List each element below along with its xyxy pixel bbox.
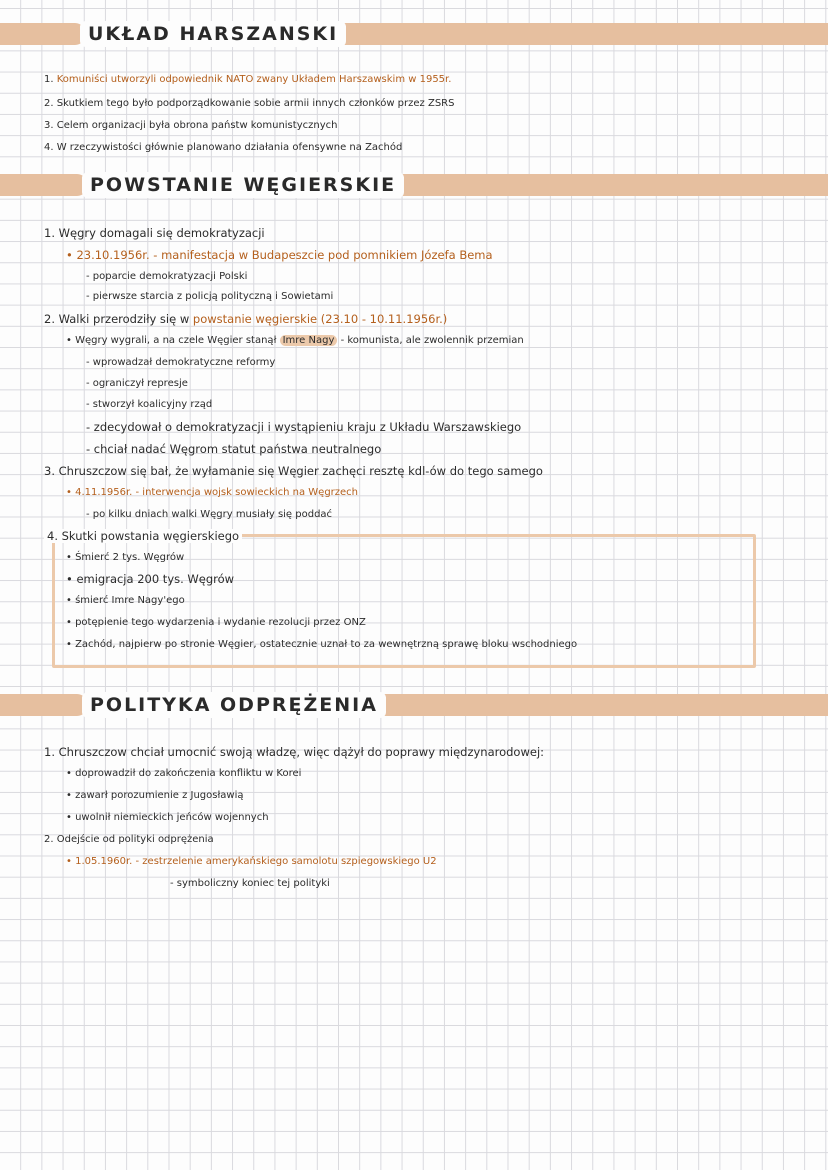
uklad-line-4 [44, 141, 402, 155]
line-text-a: • Węgry wygrali, a na czele Węgier stanął [66, 335, 280, 346]
section-title-powstanie: POWSTANIE WĘGIERSKIE [82, 172, 404, 198]
polityka-line-1: 1. Chruszczow chciał umocnić swoją władzę, więc dążył do poprawy międzynarodowej: [44, 745, 545, 759]
polityka-line-7: - symboliczny koniec tej polityki [170, 878, 330, 889]
powstanie-line-8: - ograniczył represje [86, 378, 188, 389]
powstanie-line-13: • 4.11.1956r. - interwencja wojsk sowieckich na Węgrzech [66, 487, 359, 498]
line-text-b: - komunista, ale zwolennik przemian [337, 335, 524, 346]
powstanie-line-7: - wprowadzał demokratyczne reformy [86, 357, 276, 368]
polityka-line-4: • uwolnił niemieckich jeńców wojennych [66, 812, 269, 823]
line-number: 2. [44, 98, 54, 109]
line-number: 3. [44, 120, 54, 131]
uklad-line-1 [44, 73, 451, 87]
line-text: Skutkiem tego było podporządkowanie sobie armii innych członków przez ZSRS [56, 98, 455, 109]
heading-band-2-right [376, 174, 828, 196]
heading-band-1-right [318, 23, 828, 45]
line-text: W rzeczywistości głównie planowano działania ofensywne na Zachód [56, 142, 403, 153]
polityka-line-5: 2. Odejście od polityki odprężenia [44, 834, 214, 845]
powstanie-line-3: - poparcie demokratyzacji Polski [86, 271, 248, 282]
polityka-line-2: • doprowadził do zakończenia konfliktu w Korei [66, 768, 302, 779]
heading-band-3-right [372, 694, 828, 716]
uklad-line-2 [44, 97, 454, 111]
powstanie-line-20: • Zachód, najpierw po stronie Węgier, ostatecznie uznał to za wewnętrzną sprawę bloku wschodniego [66, 639, 578, 650]
powstanie-line-17: • emigracja 200 tys. Węgrów [66, 572, 235, 586]
powstanie-line-18: • śmierć Imre Nagy'ego [66, 595, 185, 606]
line-text: Celem organizacji była obrona państw komunistycznych [56, 120, 338, 131]
heading-band-2 [0, 174, 88, 196]
section-title-uklad: UKŁAD HARSZANSKI [80, 21, 346, 47]
line-text-a: 2. Walki przerodziły się w [44, 312, 193, 326]
powstanie-line-15: 4. Skutki powstania węgierskiego [44, 529, 242, 543]
powstanie-line-6 [66, 334, 524, 348]
powstanie-line-12: 3. Chruszczow się bał, że wyłamanie się Węgier zachęci resztę kdl-ów do tego samego [44, 464, 543, 478]
heading-band-3 [0, 694, 88, 716]
imre-nagy-highlight: Imre Nagy [280, 335, 338, 346]
section-title-polityka: POLITYKA ODPRĘŻENIA [82, 692, 386, 718]
powstanie-line-9: - stworzył koalicyjny rząd [86, 399, 213, 410]
line-number: 4. [44, 142, 54, 153]
powstanie-line-1: 1. Węgry domagali się demokratyzacji [44, 226, 265, 240]
polityka-line-3: • zawarł porozumienie z Jugosławią [66, 790, 244, 801]
line-text-b: powstanie węgierskie (23.10 - 10.11.1956r.) [192, 312, 448, 326]
powstanie-line-2: • 23.10.1956r. - manifestacja w Budapeszcie pod pomnikiem Józefa Bema [66, 248, 493, 262]
line-number: 1. [44, 74, 54, 85]
polityka-line-6: • 1.05.1960r. - zestrzelenie amerykańskiego samolotu szpiegowskiego U2 [66, 856, 437, 867]
powstanie-line-11: - chciał nadać Węgrom statut państwa neutralnego [86, 442, 382, 456]
powstanie-line-5 [44, 312, 447, 326]
powstanie-line-10: - zdecydował o demokratyzacji i wystąpieniu kraju z Układu Warszawskiego [86, 420, 522, 434]
line-text: Komuniści utworzyli odpowiednik NATO zwany Układem Harszawskim w 1955r. [56, 74, 452, 85]
powstanie-line-14: - po kilku dniach walki Węgry musiały się poddać [86, 509, 333, 520]
powstanie-line-19: • potępienie tego wydarzenia i wydanie rezolucji przez ONZ [66, 617, 366, 628]
uklad-line-3 [44, 119, 337, 133]
powstanie-line-16: • Śmierć 2 tys. Węgrów [66, 552, 185, 563]
heading-band-1 [0, 23, 86, 45]
powstanie-line-4: - pierwsze starcia z policją polityczną i Sowietami [86, 291, 334, 302]
